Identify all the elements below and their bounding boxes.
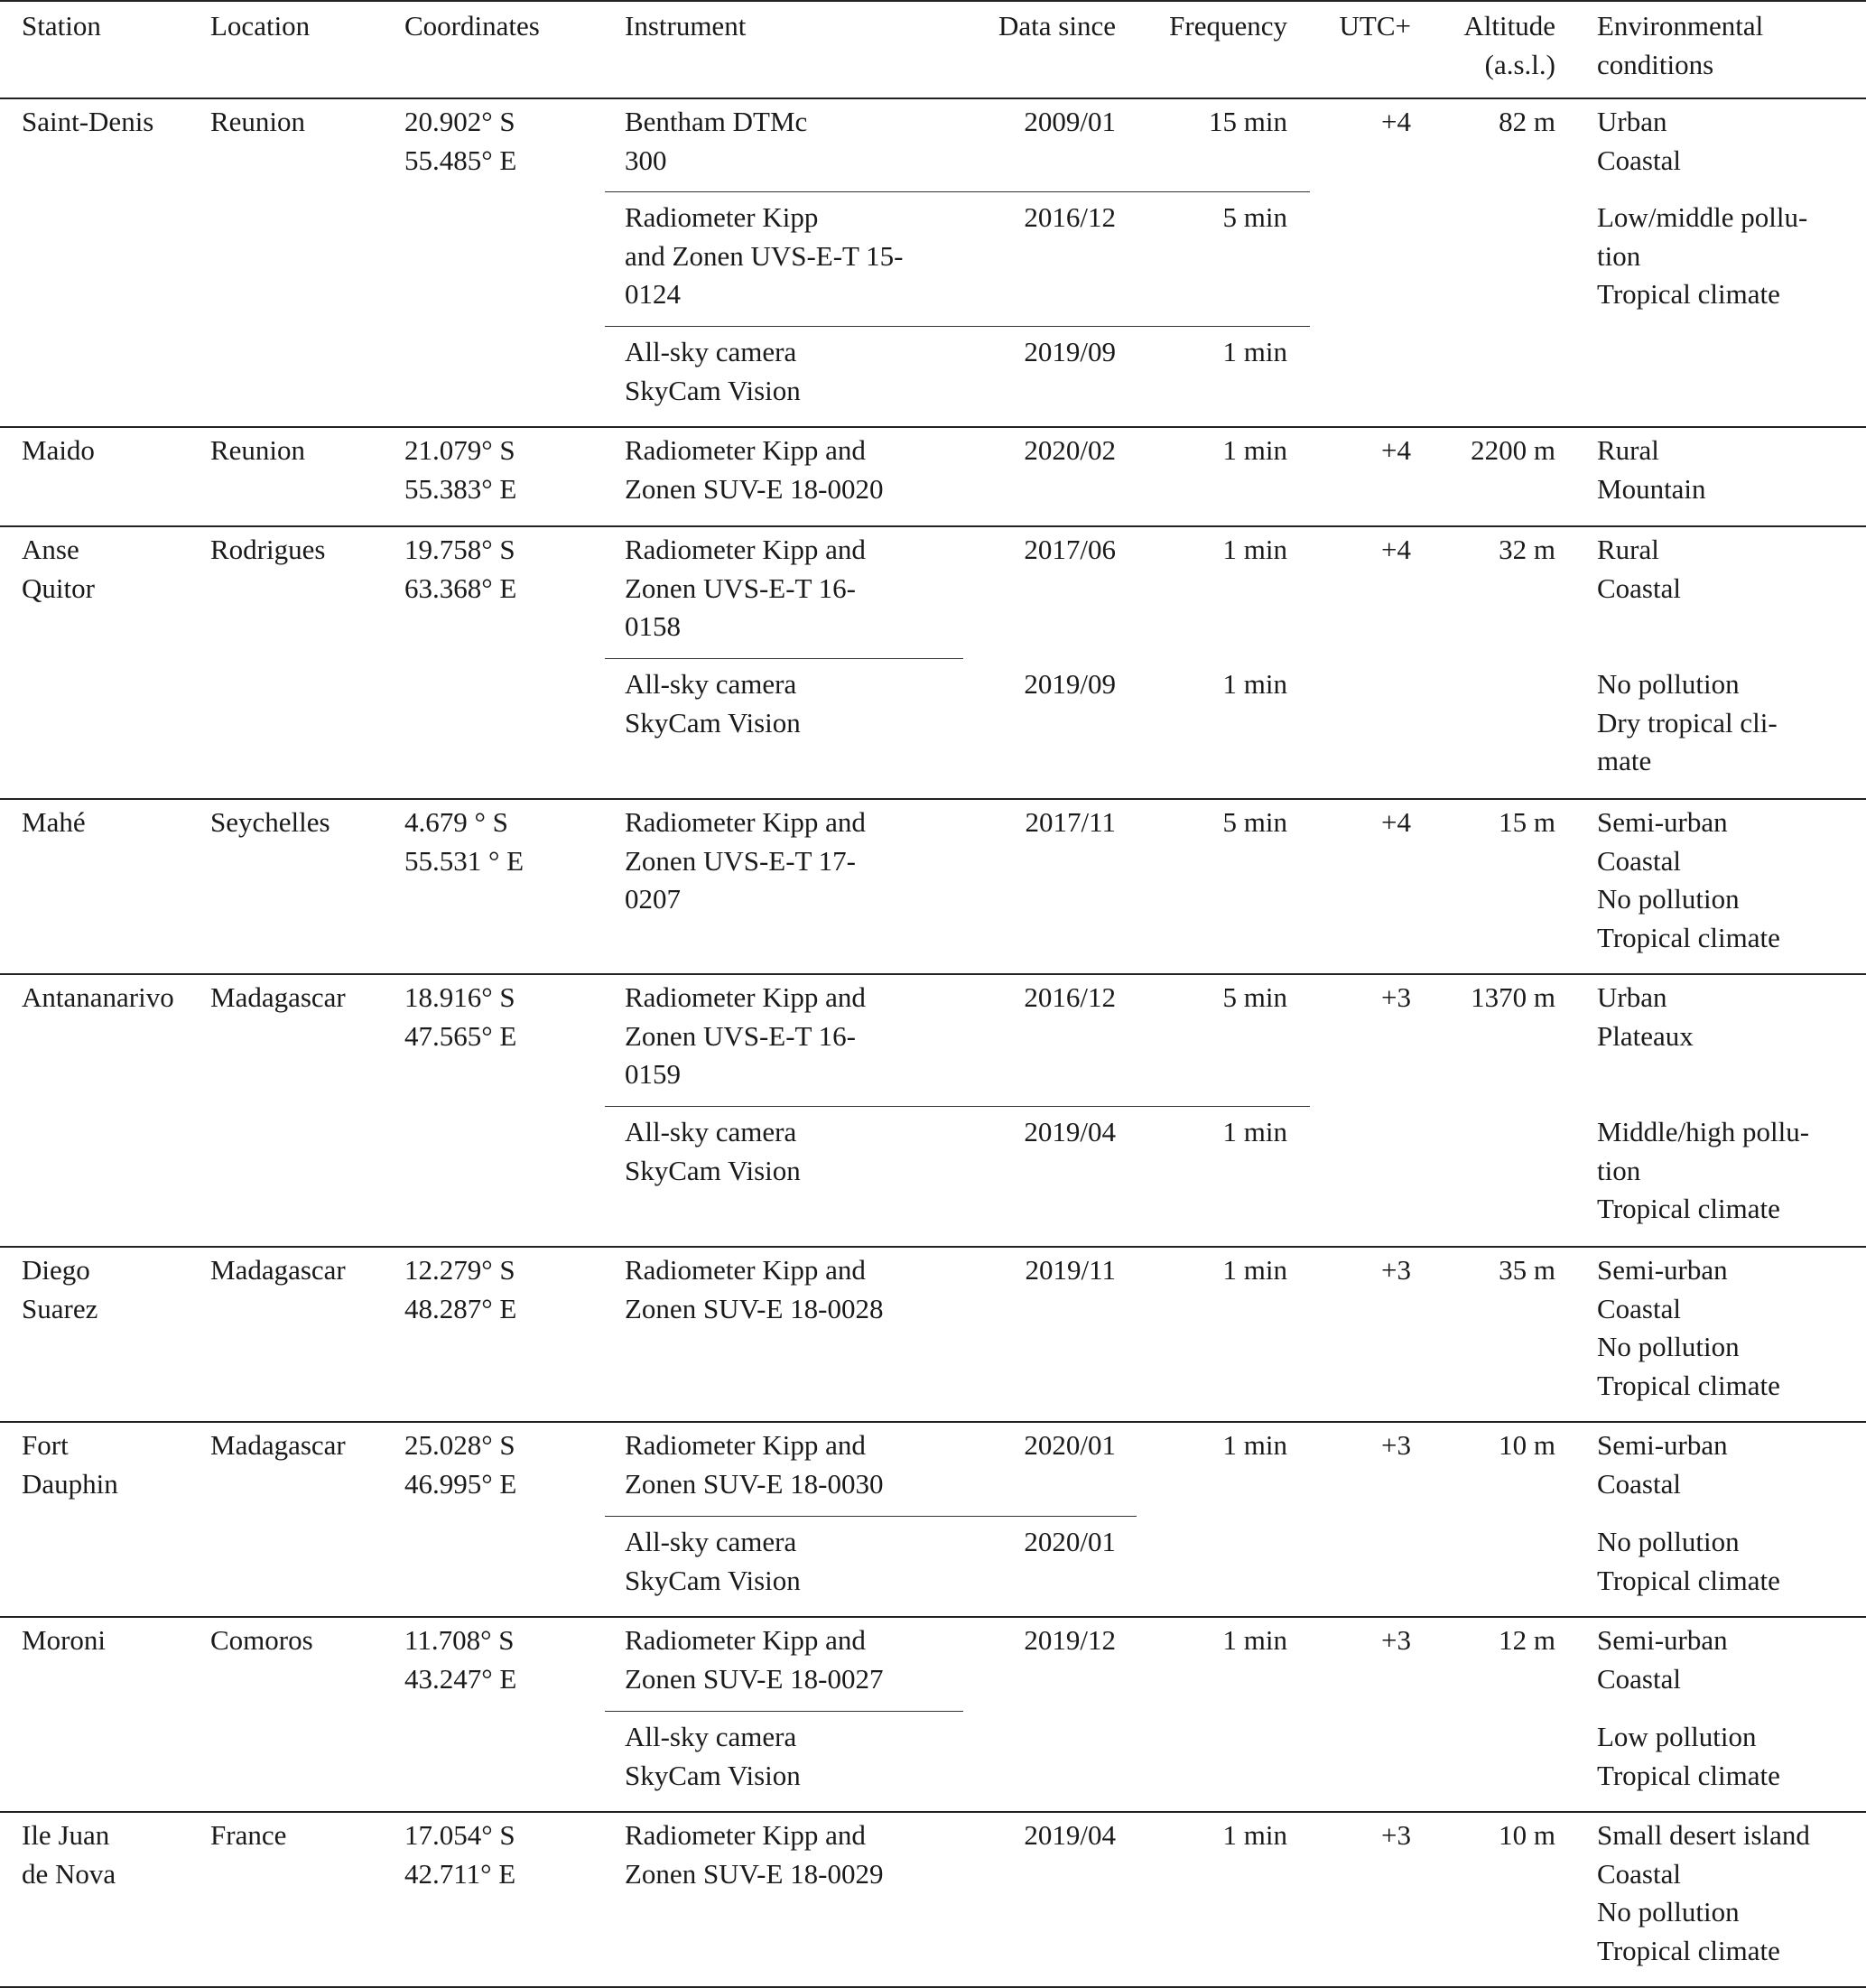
location: Rodrigues (210, 534, 326, 565)
table-row (0, 1423, 1866, 1618)
table-row (0, 1618, 1866, 1813)
altitude: 10 m (1499, 1819, 1555, 1851)
instrument-name: Radiometer Kipp and Zonen UVS-E-T 15- 0124 (625, 201, 904, 310)
altitude: 10 m (1499, 1429, 1555, 1461)
environmental-conditions-extra: No pollution Dry tropical cli- mate (1597, 668, 1778, 776)
utc-offset: +3 (1381, 1254, 1411, 1286)
data-since: 2020/01 (1024, 1429, 1116, 1461)
utc-offset: +4 (1381, 534, 1411, 565)
environmental-conditions: Semi-urban Coastal (1597, 1624, 1728, 1695)
coordinates: 21.079° S 55.383° E (404, 434, 517, 505)
instrument-name: Radiometer Kipp and Zonen SUV-E 18-0020 (625, 434, 884, 505)
coordinates: 25.028° S 46.995° E (404, 1429, 517, 1500)
table-row (0, 1813, 1866, 1988)
location: Madagascar (210, 981, 346, 1013)
station-name: Antananarivo (22, 981, 174, 1013)
station-name: Mahé (22, 806, 86, 838)
data-since: 2017/11 (1025, 806, 1116, 838)
instrument-divider (605, 1516, 1137, 1517)
instrument-name: Radiometer Kipp and Zonen UVS-E-T 16- 0158 (625, 534, 866, 642)
data-since: 2019/04 (1024, 1116, 1116, 1147)
altitude: 82 m (1499, 106, 1555, 137)
header-coordinates: Coordinates (404, 10, 540, 42)
header-environmental-conditions: Environmental conditions (1597, 10, 1764, 80)
instrument-name: Radiometer Kipp and Zonen SUV-E 18-0027 (625, 1624, 884, 1695)
coordinates: 17.054° S 42.711° E (404, 1819, 516, 1890)
location: Madagascar (210, 1429, 346, 1461)
location: Reunion (210, 434, 306, 466)
environmental-conditions: Small desert island Coastal No pollution Tropical climate (1597, 1819, 1810, 1966)
environmental-conditions: Rural Coastal (1597, 534, 1681, 604)
header-utc: UTC+ (1339, 10, 1411, 42)
altitude: 35 m (1499, 1254, 1555, 1286)
frequency: 1 min (1222, 1429, 1287, 1461)
coordinates: 18.916° S 47.565° E (404, 981, 517, 1052)
data-since: 2019/11 (1025, 1254, 1116, 1286)
location: France (210, 1819, 287, 1851)
environmental-conditions: Semi-urban Coastal (1597, 1429, 1728, 1500)
coordinates: 20.902° S 55.485° E (404, 106, 517, 176)
station-name: Diego Suarez (22, 1254, 98, 1324)
header-frequency: Frequency (1169, 10, 1287, 42)
frequency: 1 min (1222, 668, 1287, 700)
instrument-name: All-sky camera SkyCam Vision (625, 336, 801, 406)
data-since: 2019/04 (1024, 1819, 1116, 1851)
table-row (0, 428, 1866, 527)
utc-offset: +4 (1381, 434, 1411, 466)
data-since: 2019/09 (1024, 336, 1116, 367)
table-row (0, 975, 1866, 1248)
frequency: 1 min (1222, 1819, 1287, 1851)
instrument-name: Bentham DTMc 300 (625, 106, 808, 176)
instrument-name: Radiometer Kipp and Zonen SUV-E 18-0028 (625, 1254, 884, 1324)
table-body (0, 99, 1866, 1988)
header-instrument: Instrument (625, 10, 747, 42)
utc-offset: +3 (1381, 981, 1411, 1013)
altitude: 1370 m (1471, 981, 1555, 1013)
altitude: 15 m (1499, 806, 1555, 838)
utc-offset: +3 (1381, 1429, 1411, 1461)
coordinates: 11.708° S 43.247° E (404, 1624, 517, 1695)
instrument-name: All-sky camera SkyCam Vision (625, 668, 801, 739)
frequency: 1 min (1222, 336, 1287, 367)
instrument-divider (605, 326, 1310, 327)
altitude: 2200 m (1471, 434, 1555, 466)
instrument-divider (605, 191, 1310, 192)
environmental-conditions: Urban Plateaux (1597, 981, 1694, 1052)
table-header (0, 0, 1866, 99)
table-row (0, 99, 1866, 428)
instrument-divider (605, 658, 963, 659)
instrument-name: All-sky camera SkyCam Vision (625, 1526, 801, 1596)
frequency: 1 min (1222, 1254, 1287, 1286)
station-name: Moroni (22, 1624, 106, 1656)
coordinates: 19.758° S 63.368° E (404, 534, 517, 604)
environmental-conditions-extra: Low pollution Tropical climate (1597, 1721, 1780, 1791)
altitude: 32 m (1499, 534, 1555, 565)
header-data-since: Data since (998, 10, 1116, 42)
instrument-name: All-sky camera SkyCam Vision (625, 1116, 801, 1186)
frequency: 5 min (1222, 201, 1287, 233)
data-since: 2016/12 (1024, 201, 1116, 233)
frequency: 5 min (1222, 806, 1287, 838)
station-name: Maido (22, 434, 95, 466)
instrument-name: Radiometer Kipp and Zonen SUV-E 18-0029 (625, 1819, 884, 1890)
instrument-name: Radiometer Kipp and Zonen UVS-E-T 16- 0159 (625, 981, 866, 1090)
instrument-name: Radiometer Kipp and Zonen UVS-E-T 17- 0207 (625, 806, 866, 915)
instrument-name: Radiometer Kipp and Zonen SUV-E 18-0030 (625, 1429, 884, 1500)
frequency: 1 min (1222, 1116, 1287, 1147)
coordinates: 12.279° S 48.287° E (404, 1254, 517, 1324)
location: Reunion (210, 106, 306, 137)
location: Comoros (210, 1624, 313, 1656)
header-location: Location (210, 10, 311, 42)
environmental-conditions: Rural Mountain (1597, 434, 1706, 505)
table-row (0, 800, 1866, 975)
location: Madagascar (210, 1254, 346, 1286)
station-name: Saint-Denis (22, 106, 154, 137)
instrument-divider (605, 1106, 1310, 1107)
table-row (0, 527, 1866, 800)
data-since: 2019/12 (1024, 1624, 1116, 1656)
frequency: 5 min (1222, 981, 1287, 1013)
utc-offset: +4 (1381, 106, 1411, 137)
utc-offset: +3 (1381, 1819, 1411, 1851)
environmental-conditions: Semi-urban Coastal No pollution Tropical climate (1597, 806, 1780, 953)
environmental-conditions-extra: Low/middle pollu- tion Tropical climate (1597, 201, 1808, 310)
station-name: Anse Quitor (22, 534, 95, 604)
frequency: 1 min (1222, 534, 1287, 565)
station-name: Fort Dauphin (22, 1429, 118, 1500)
instrument-divider (605, 1711, 963, 1712)
data-since: 2019/09 (1024, 668, 1116, 700)
data-since: 2017/06 (1024, 534, 1116, 565)
environmental-conditions-extra: No pollution Tropical climate (1597, 1526, 1780, 1596)
environmental-conditions-extra: Middle/high pollu- tion Tropical climate (1597, 1116, 1810, 1224)
data-since: 2020/02 (1024, 434, 1116, 466)
data-since: 2020/01 (1024, 1526, 1116, 1557)
station-name: Ile Juan de Nova (22, 1819, 116, 1890)
header-station: Station (22, 10, 101, 42)
location: Seychelles (210, 806, 330, 838)
frequency: 15 min (1209, 106, 1287, 137)
coordinates: 4.679 ° S 55.531 ° E (404, 806, 525, 877)
altitude: 12 m (1499, 1624, 1555, 1656)
data-since: 2009/01 (1024, 106, 1116, 137)
utc-offset: +4 (1381, 806, 1411, 838)
data-since: 2016/12 (1024, 981, 1116, 1013)
table-row (0, 1248, 1866, 1423)
environmental-conditions: Semi-urban Coastal No pollution Tropical climate (1597, 1254, 1780, 1401)
header-altitude: Altitude (a.s.l.) (1463, 10, 1555, 80)
utc-offset: +3 (1381, 1624, 1411, 1656)
frequency: 1 min (1222, 1624, 1287, 1656)
environmental-conditions: Urban Coastal (1597, 106, 1681, 176)
frequency: 1 min (1222, 434, 1287, 466)
instrument-name: All-sky camera SkyCam Vision (625, 1721, 801, 1791)
